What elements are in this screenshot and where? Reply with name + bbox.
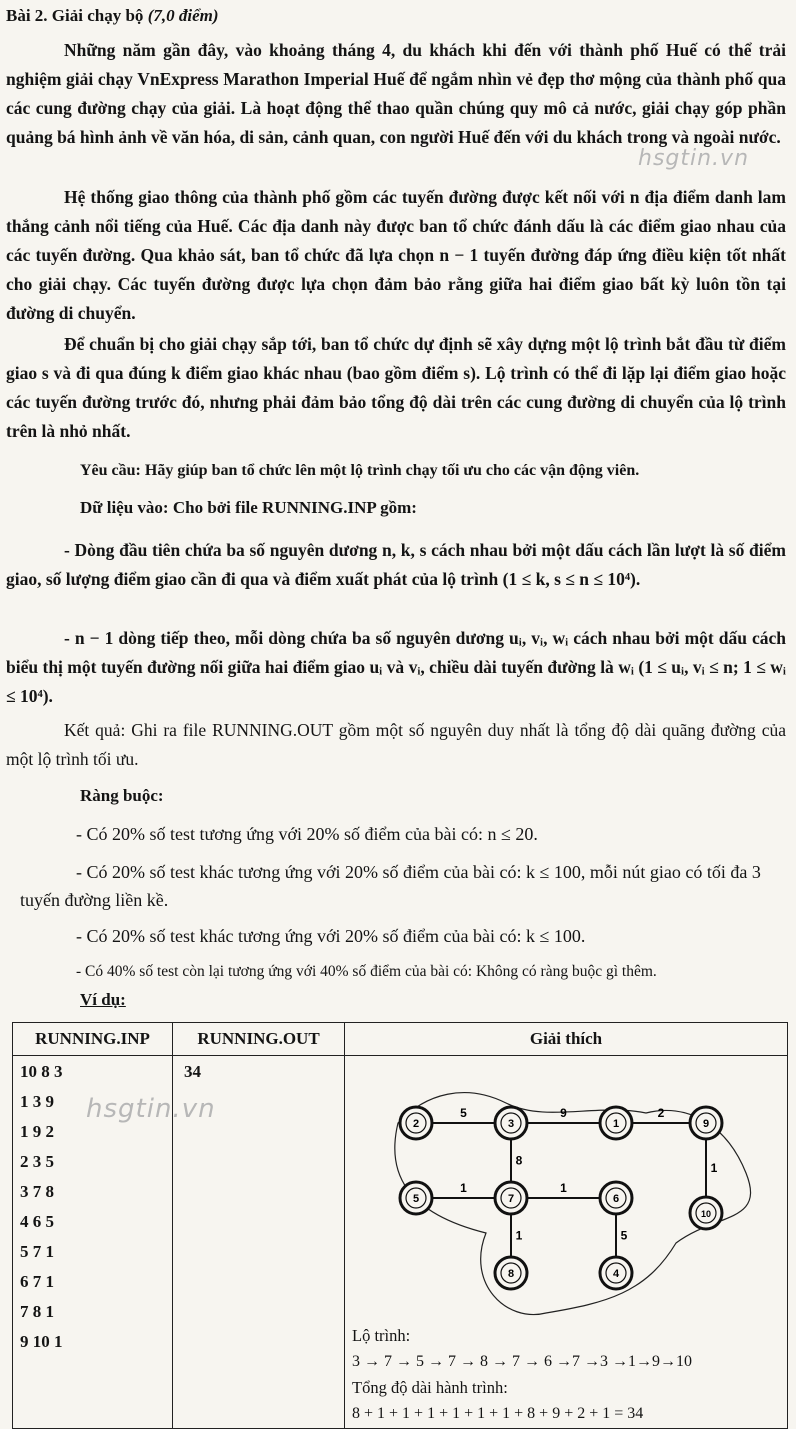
input-line: 5 7 1 bbox=[20, 1242, 54, 1261]
requirement: Yêu cầu: Hãy giúp ban tổ chức lên một lộ trình chạy tối ưu cho các vận động viên. bbox=[80, 462, 640, 479]
input-title: Dữ liệu vào: Cho bởi file RUNNING.INP gồm: bbox=[80, 498, 417, 517]
input-line: 4 6 5 bbox=[20, 1212, 54, 1231]
graph-node-label: 2 bbox=[412, 1118, 420, 1130]
input-line: 9 10 1 bbox=[20, 1332, 63, 1351]
input-line-1: - Dòng đầu tiên chứa ba số nguyên dương n, k, s cách nhau bởi một dấu cách lần lượt là số điểm giao, số lượng điểm giao cần đi qua và điểm xuất phát của lộ trình (1 ≤ k, s ≤ n ≤ 10⁴). bbox=[6, 540, 786, 589]
output-paragraph: Kết quả: Ghi ra file RUNNING.OUT gồm một số nguyên duy nhất là tổng độ dài quãng đường của một lộ trình tối ưu. bbox=[6, 720, 786, 769]
graph-node-label: 1 bbox=[612, 1118, 620, 1130]
intro-paragraph: Những năm gần đây, vào khoảng tháng 4, du khách khi đến với thành phố Huế có thể trải nghiệm giải chạy VnExpress Marathon Imperial Huế để ngắm nhìn vẻ đẹp thơ mộng của thành phố qua các cung đường chạy của giải. Là hoạt động thể thao quần chúng quy mô cả nước, giải chạy góp phần quảng bá hình ảnh về văn hóa, di sản, cảnh quan, con người Huế đến với du khách trong và ngoài nước. bbox=[6, 40, 786, 147]
input-line: 1 3 9 bbox=[20, 1092, 54, 1111]
input-line: 1 9 2 bbox=[20, 1122, 54, 1141]
route-sequence: 3 → 7 → 5 → 7 → 8 → 7 → 6 →7 →3 →1→9→10 bbox=[352, 1353, 692, 1370]
graph-node-label: 8 bbox=[507, 1268, 515, 1280]
input-line: 7 8 1 bbox=[20, 1302, 54, 1321]
graph-edge-weight: 5 bbox=[620, 1228, 628, 1243]
graph-node-label: 6 bbox=[612, 1193, 620, 1205]
graph-edge-weight: 1 bbox=[515, 1228, 523, 1243]
graph-node-label: 7 bbox=[507, 1193, 515, 1205]
problem-points: (7,0 điểm) bbox=[147, 6, 219, 25]
graph-node-label: 3 bbox=[507, 1118, 515, 1130]
graph-edge-weight: 1 bbox=[460, 1181, 467, 1195]
total-label: Tổng độ dài hành trình: bbox=[352, 1378, 508, 1397]
input-line: 3 7 8 bbox=[20, 1182, 54, 1201]
header-out: RUNNING.OUT bbox=[173, 1023, 345, 1056]
system-paragraph: Hệ thống giao thông của thành phố gồm các tuyến đường được kết nối với n địa điểm danh lam thắng cảnh nổi tiếng của Huế. Các địa danh này được ban tổ chức đánh dấu là các điểm giao nhau của các tuyến đường. Qua khảo sát, ban tổ chức đã lựa chọn n − 1 tuyến đường đáp ứng điều kiện tốt nhất cho giải chạy. Các tuyến đường được lựa chọn đảm bảo rằng giữa hai điểm giao bất kỳ luôn tồn tại đường di chuyển. bbox=[6, 187, 786, 323]
example-table bbox=[12, 1022, 788, 1429]
constraint-4: - Có 40% số test còn lại tương ứng với 40% số điểm của bài có: Không có ràng buộc gì thêm. bbox=[76, 963, 657, 980]
constraint-1: - Có 20% số test tương ứng với 20% số điểm của bài có: n ≤ 20. bbox=[76, 824, 538, 844]
graph-edge-weight: 2 bbox=[657, 1106, 665, 1120]
graph-edge-weight: 8 bbox=[515, 1153, 523, 1168]
constraint-2: - Có 20% số test khác tương ứng với 20% số điểm của bài có: k ≤ 100, mỗi nút giao có tối đa 3 tuyến đường liền kề. bbox=[20, 862, 761, 910]
tree-graph bbox=[346, 1063, 766, 1323]
graph-edge-weight: 1 bbox=[560, 1181, 567, 1195]
watermark-table: hsgtin.vn bbox=[86, 1094, 216, 1124]
total-sum: 8 + 1 + 1 + 1 + 1 + 1 + 1 + 8 + 9 + 2 + 1 = 34 bbox=[352, 1405, 644, 1422]
graph-edge-weight: 1 bbox=[710, 1161, 718, 1175]
problem-title bbox=[6, 6, 219, 26]
input-line: 10 8 3 bbox=[20, 1062, 63, 1081]
graph-node-label: 9 bbox=[702, 1118, 710, 1130]
route-label: Lộ trình: bbox=[352, 1326, 411, 1345]
header-inp: RUNNING.INP bbox=[13, 1023, 173, 1056]
watermark-top: hsgtin.vn bbox=[638, 146, 750, 171]
prep-paragraph: Để chuẩn bị cho giải chạy sắp tới, ban tổ chức dự định sẽ xây dựng một lộ trình bắt đầu từ điểm giao s và đi qua đúng k điểm giao khác nhau (bao gồm điểm s). Lộ trình có thể đi lặp lại điểm giao hoặc các tuyến đường trước đó, nhưng phải đảm bảo tổng độ dài trên các cung đường di chuyển của lộ trình trên là nhỏ nhất. bbox=[6, 334, 786, 441]
input-line-2: - n − 1 dòng tiếp theo, mỗi dòng chứa ba số nguyên dương uᵢ, vᵢ, wᵢ cách nhau bởi một dấu cách biểu thị một tuyến đường nối giữa hai điểm giao uᵢ và vᵢ, chiều dài tuyến đường là wᵢ (1 ≤ uᵢ, vᵢ ≤ n; 1 ≤ wᵢ ≤ 10⁴). bbox=[6, 628, 786, 706]
output-value: 34 bbox=[184, 1062, 201, 1081]
input-line: 2 3 5 bbox=[20, 1152, 54, 1171]
graph-node-label: 10 bbox=[700, 1209, 712, 1219]
graph-node-label: 5 bbox=[412, 1193, 420, 1205]
graph-edge-weight: 5 bbox=[460, 1106, 467, 1120]
example-title: Ví dụ: bbox=[80, 990, 126, 1009]
graph-node-label: 4 bbox=[612, 1268, 620, 1280]
constraint-3: - Có 20% số test khác tương ứng với 20% số điểm của bài có: k ≤ 100. bbox=[76, 926, 586, 946]
header-explain: Giải thích bbox=[345, 1023, 788, 1056]
explain-cell bbox=[345, 1056, 788, 1429]
input-line: 6 7 1 bbox=[20, 1272, 54, 1291]
constraints-title: Ràng buộc: bbox=[80, 786, 164, 805]
problem-title-main: Bài 2. Giải chạy bộ bbox=[6, 6, 144, 25]
graph-edge-weight: 9 bbox=[560, 1106, 567, 1120]
